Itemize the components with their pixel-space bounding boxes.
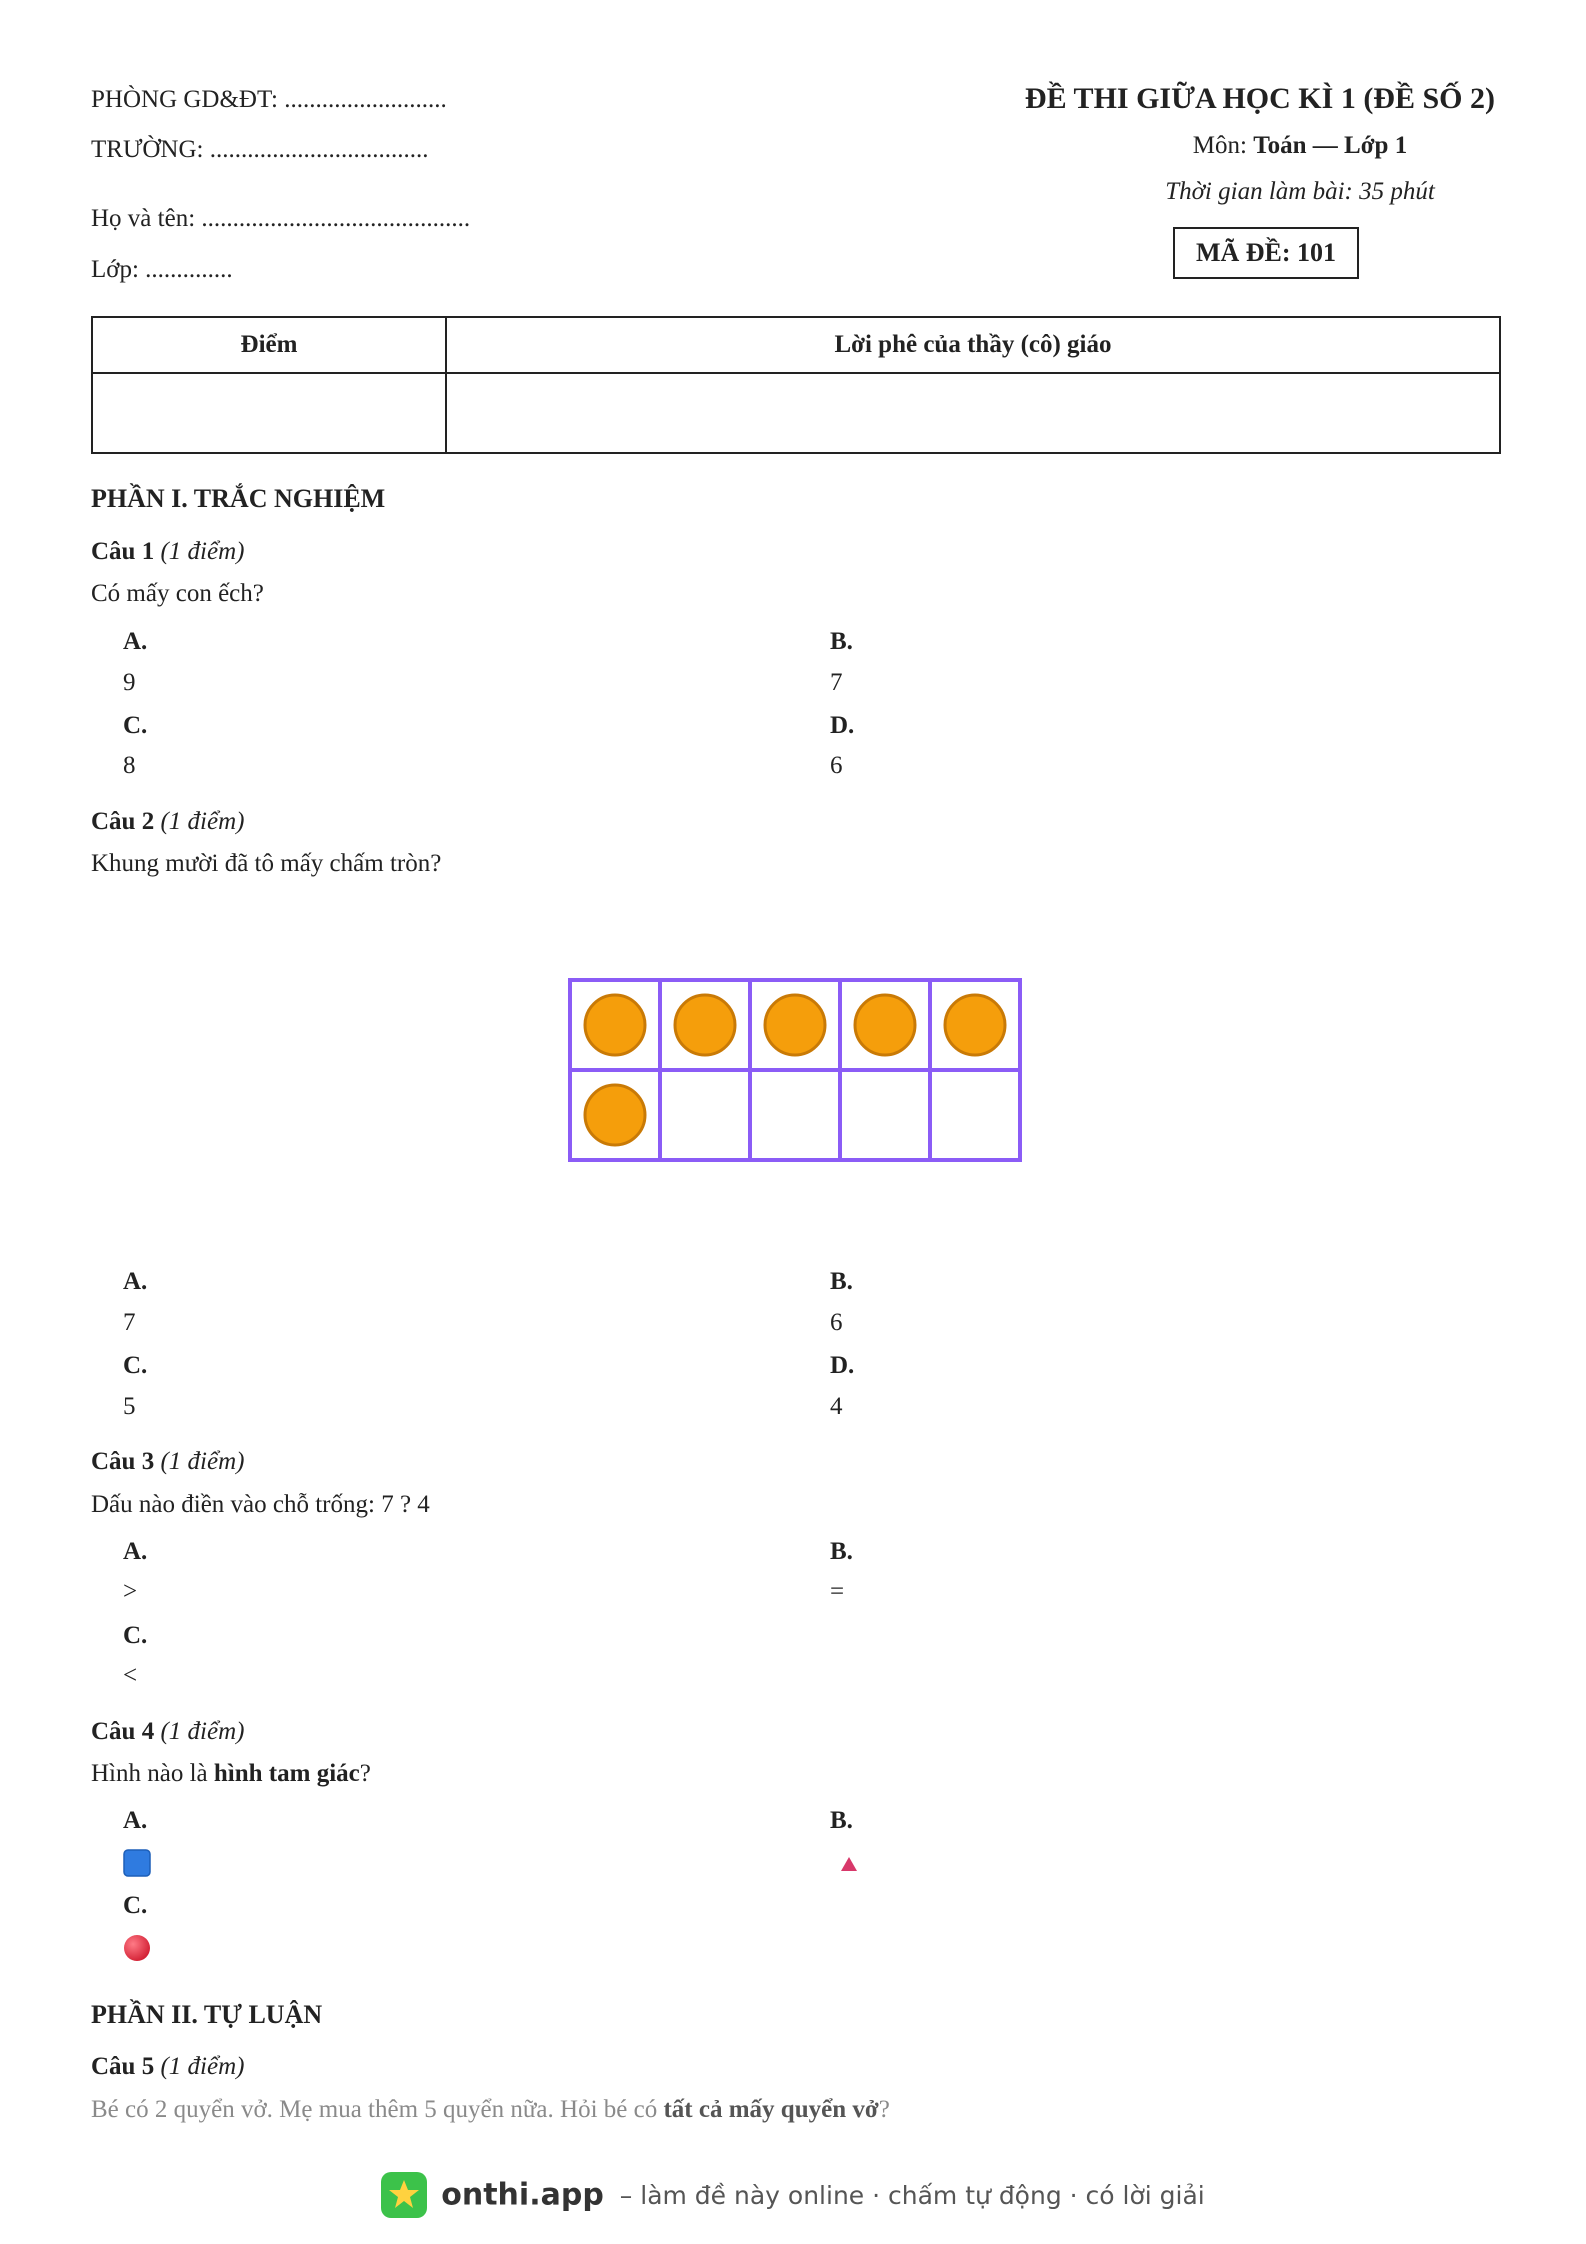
footer-tagline: – làm đề này online · chấm tự động · có lời giải bbox=[619, 2180, 1205, 2210]
question-4-header bbox=[91, 1718, 244, 1746]
question-2-header bbox=[91, 808, 244, 836]
question-1-text: Có mấy con ếch? bbox=[91, 580, 264, 607]
footer-banner[interactable] bbox=[0, 2172, 1586, 2218]
comment-header: Lời phê của thầy (cô) giáo bbox=[446, 317, 1500, 373]
question-points: (1 điểm) bbox=[160, 538, 245, 565]
question-3-text: Dấu nào điền vào chỗ trống: 7 ? 4 bbox=[91, 1491, 430, 1518]
q3-option-a-letter[interactable]: A. bbox=[123, 1538, 148, 1565]
ten-frame-cell bbox=[750, 1070, 840, 1160]
q3-option-c-letter[interactable]: C. bbox=[123, 1622, 148, 1649]
q2-option-d-value[interactable]: 4 bbox=[830, 1393, 843, 1420]
q3-option-b-value[interactable]: = bbox=[830, 1578, 845, 1605]
question-text-part: Bé có 2 quyển vở. Mẹ mua thêm 5 quyển nữa. Hỏi bé có bbox=[91, 2096, 664, 2123]
q3-option-c-value[interactable]: < bbox=[123, 1662, 138, 1689]
question-5-header bbox=[91, 2053, 244, 2081]
comment-cell[interactable] bbox=[446, 373, 1500, 453]
question-label: Câu 4 bbox=[91, 1718, 155, 1745]
star-logo-icon bbox=[381, 2172, 427, 2218]
question-points: (1 điểm) bbox=[160, 2053, 245, 2080]
subject-value: Toán — Lớp 1 bbox=[1253, 132, 1408, 159]
question-5-text bbox=[91, 2096, 890, 2124]
question-text-part: ? bbox=[359, 1760, 371, 1787]
q3-option-a-value[interactable]: > bbox=[123, 1578, 138, 1605]
q2-option-d-letter[interactable]: D. bbox=[830, 1352, 855, 1379]
q2-option-c-letter[interactable]: C. bbox=[123, 1352, 148, 1379]
ten-frame bbox=[568, 978, 1022, 1164]
q2-option-a-value[interactable]: 7 bbox=[123, 1309, 136, 1336]
question-3-header bbox=[91, 1448, 244, 1476]
red-circle-icon[interactable] bbox=[123, 1934, 151, 1967]
ten-frame-dot bbox=[675, 995, 735, 1055]
q4-option-a-letter[interactable]: A. bbox=[123, 1807, 148, 1834]
ten-frame-dot bbox=[585, 1085, 645, 1145]
q2-option-a-letter[interactable]: A. bbox=[123, 1268, 148, 1295]
part2-heading: PHẦN II. TỰ LUẬN bbox=[91, 2000, 323, 2029]
phong-gd-field: PHÒNG GD&ĐT: .......................... bbox=[91, 86, 447, 113]
question-points: (1 điểm) bbox=[160, 1718, 245, 1745]
footer-brand[interactable]: onthi.app bbox=[441, 2177, 604, 2213]
question-text-bold: hình tam giác bbox=[213, 1760, 360, 1787]
q2-option-c-value[interactable]: 5 bbox=[123, 1393, 136, 1420]
subject-line bbox=[1090, 132, 1510, 160]
time-line: Thời gian làm bài: 35 phút bbox=[1165, 178, 1435, 205]
q1-option-b-letter[interactable]: B. bbox=[830, 628, 853, 655]
question-label: Câu 2 bbox=[91, 808, 155, 835]
ten-frame-cell bbox=[930, 1070, 1020, 1160]
ten-frame-dot bbox=[855, 995, 915, 1055]
q1-option-d-letter[interactable]: D. bbox=[830, 712, 855, 739]
question-4-text bbox=[91, 1760, 371, 1788]
question-2-text: Khung mười đã tô mấy chấm tròn? bbox=[91, 850, 442, 877]
q1-option-a-value[interactable]: 9 bbox=[123, 669, 136, 696]
exam-code-box: MÃ ĐỀ: 101 bbox=[1173, 227, 1359, 279]
question-points: (1 điểm) bbox=[160, 1448, 245, 1475]
q4-option-c-letter[interactable]: C. bbox=[123, 1892, 148, 1919]
truong-field: TRƯỜNG: ................................... bbox=[91, 136, 429, 163]
question-text-part: Hình nào là bbox=[91, 1760, 214, 1787]
hoten-field: Họ và tên: ........................................... bbox=[91, 205, 471, 232]
blue-square-icon[interactable] bbox=[123, 1849, 151, 1882]
ten-frame-dot bbox=[585, 995, 645, 1055]
q2-option-b-value[interactable]: 6 bbox=[830, 1309, 843, 1336]
part1-heading: PHẦN I. TRẮC NGHIỆM bbox=[91, 484, 386, 513]
q1-option-d-value[interactable]: 6 bbox=[830, 752, 843, 779]
subject-prefix: Môn: bbox=[1192, 132, 1254, 159]
ten-frame-cell bbox=[840, 1070, 930, 1160]
q1-option-b-value[interactable]: 7 bbox=[830, 669, 843, 696]
ten-frame-dot bbox=[765, 995, 825, 1055]
question-label: Câu 3 bbox=[91, 1448, 155, 1475]
q2-option-b-letter[interactable]: B. bbox=[830, 1268, 853, 1295]
score-table bbox=[91, 316, 1501, 454]
ten-frame-dot bbox=[945, 995, 1005, 1055]
ten-frame-cell bbox=[660, 1070, 750, 1160]
exam-title: ĐỀ THI GIỮA HỌC KÌ 1 (ĐỀ SỐ 2) bbox=[1024, 82, 1495, 115]
score-header: Điểm bbox=[92, 317, 446, 373]
q3-option-b-letter[interactable]: B. bbox=[830, 1538, 853, 1565]
question-text-bold: tất cả mấy quyển vở bbox=[663, 2096, 879, 2123]
q1-option-c-letter[interactable]: C. bbox=[123, 712, 148, 739]
lop-field: Lớp: .............. bbox=[91, 256, 233, 283]
question-1-header bbox=[91, 538, 244, 566]
q4-option-b-letter[interactable]: B. bbox=[830, 1807, 853, 1834]
question-label: Câu 5 bbox=[91, 2053, 155, 2080]
q1-option-c-value[interactable]: 8 bbox=[123, 752, 136, 779]
question-points: (1 điểm) bbox=[160, 808, 245, 835]
pink-triangle-icon[interactable] bbox=[840, 1856, 858, 1877]
q1-option-a-letter[interactable]: A. bbox=[123, 628, 148, 655]
question-text-part: ? bbox=[878, 2096, 890, 2123]
question-label: Câu 1 bbox=[91, 538, 155, 565]
score-cell[interactable] bbox=[92, 373, 446, 453]
